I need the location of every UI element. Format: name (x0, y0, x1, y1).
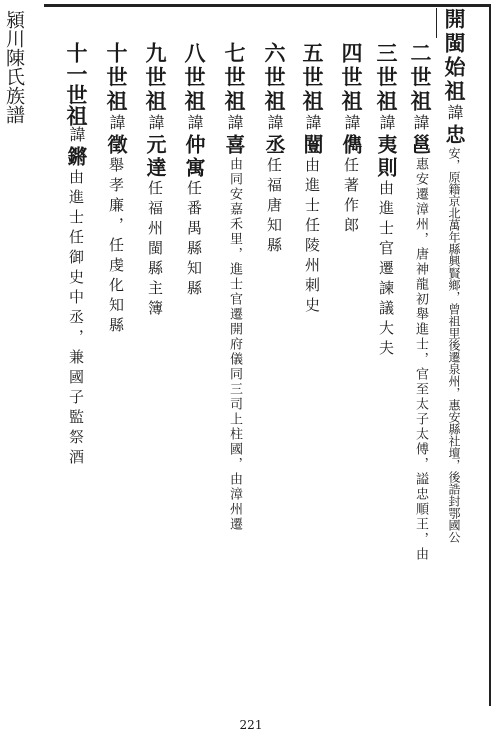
generation-label: 四世祖 (339, 42, 364, 114)
taboo-marker: 諱 (185, 114, 204, 134)
given-name: 闓 (300, 134, 324, 157)
frame-right-border (489, 4, 491, 706)
taboo-marker: 諱 (146, 114, 165, 134)
biography-note: 由進士任陵州刺史 (303, 157, 321, 317)
ancestor-column (102, 42, 131, 337)
ancestor-column (337, 42, 366, 237)
given-name: 丞 (262, 134, 286, 157)
taboo-marker: 諱 (265, 114, 284, 134)
page-number: 221 (239, 718, 263, 732)
generation-label: 五世祖 (300, 42, 325, 114)
taboo-marker: 諱 (377, 114, 396, 134)
given-name: 忠 (442, 124, 466, 147)
biography-note: 安，原籍京北萬年縣興賢鄉，曾祖里後遷泉州，惠安縣社壇，後誥封鄂國公 (447, 147, 461, 543)
generation-label: 開閩始祖 (442, 8, 467, 104)
generation-label: 十一世祖 (64, 42, 89, 126)
ancestor-column (440, 8, 469, 543)
ancestor-column (406, 42, 435, 562)
ancestor-column (298, 42, 327, 317)
biography-note: 任番禺縣知縣 (185, 180, 203, 300)
taboo-marker: 諱 (225, 114, 244, 134)
given-name: 夷則 (374, 134, 398, 180)
biography-note: 任福唐知縣 (265, 157, 283, 257)
generation-label: 八世祖 (182, 42, 207, 114)
taboo-marker: 諱 (445, 104, 464, 124)
book-title: 潁川陳氏族譜 (3, 10, 25, 124)
frame-gutter-line (436, 8, 437, 38)
given-name: 仲寓 (182, 134, 206, 180)
taboo-marker: 諱 (303, 114, 322, 134)
biography-note: 任福州閩縣主簿 (146, 180, 164, 320)
given-name: 鏘 (64, 146, 88, 169)
ancestor-column (180, 42, 209, 300)
ancestor-column (260, 42, 289, 257)
frame-top-border (44, 4, 491, 7)
ancestor-column (141, 42, 170, 320)
biography-note: 由進士官遷諫議大夫 (377, 180, 395, 360)
given-name: 元達 (143, 134, 167, 180)
generation-label: 七世祖 (222, 42, 247, 114)
generation-label: 十世祖 (104, 42, 129, 114)
generation-label: 三世祖 (374, 42, 399, 114)
biography-note: 由同安嘉禾里，進士官遷開府儀同三司上柱國，由漳州遷 (227, 157, 242, 532)
taboo-marker: 諱 (67, 126, 86, 146)
given-name: 徵 (104, 134, 128, 157)
taboo-marker: 諱 (411, 114, 430, 134)
given-name: 喜 (222, 134, 246, 157)
generation-label: 六世祖 (262, 42, 287, 114)
biography-note: 舉孝廉，任虔化知縣 (107, 157, 125, 337)
generation-label: 二世祖 (408, 42, 433, 114)
given-name: 邕 (408, 134, 432, 157)
generation-label: 九世祖 (143, 42, 168, 114)
ancestor-column (220, 42, 249, 532)
ancestor-column (62, 42, 91, 469)
biography-note: 由進士任御史中丞，兼國子監祭酒 (67, 169, 85, 469)
biography-note: 惠安遷漳州，唐神龍初舉進士，官至太子太傅，謚忠順王，由 (413, 157, 428, 562)
biography-note: 任著作郎 (342, 157, 360, 237)
taboo-marker: 諱 (107, 114, 126, 134)
ancestor-column (372, 42, 401, 360)
taboo-marker: 諱 (342, 114, 361, 134)
given-name: 儁 (339, 134, 363, 157)
